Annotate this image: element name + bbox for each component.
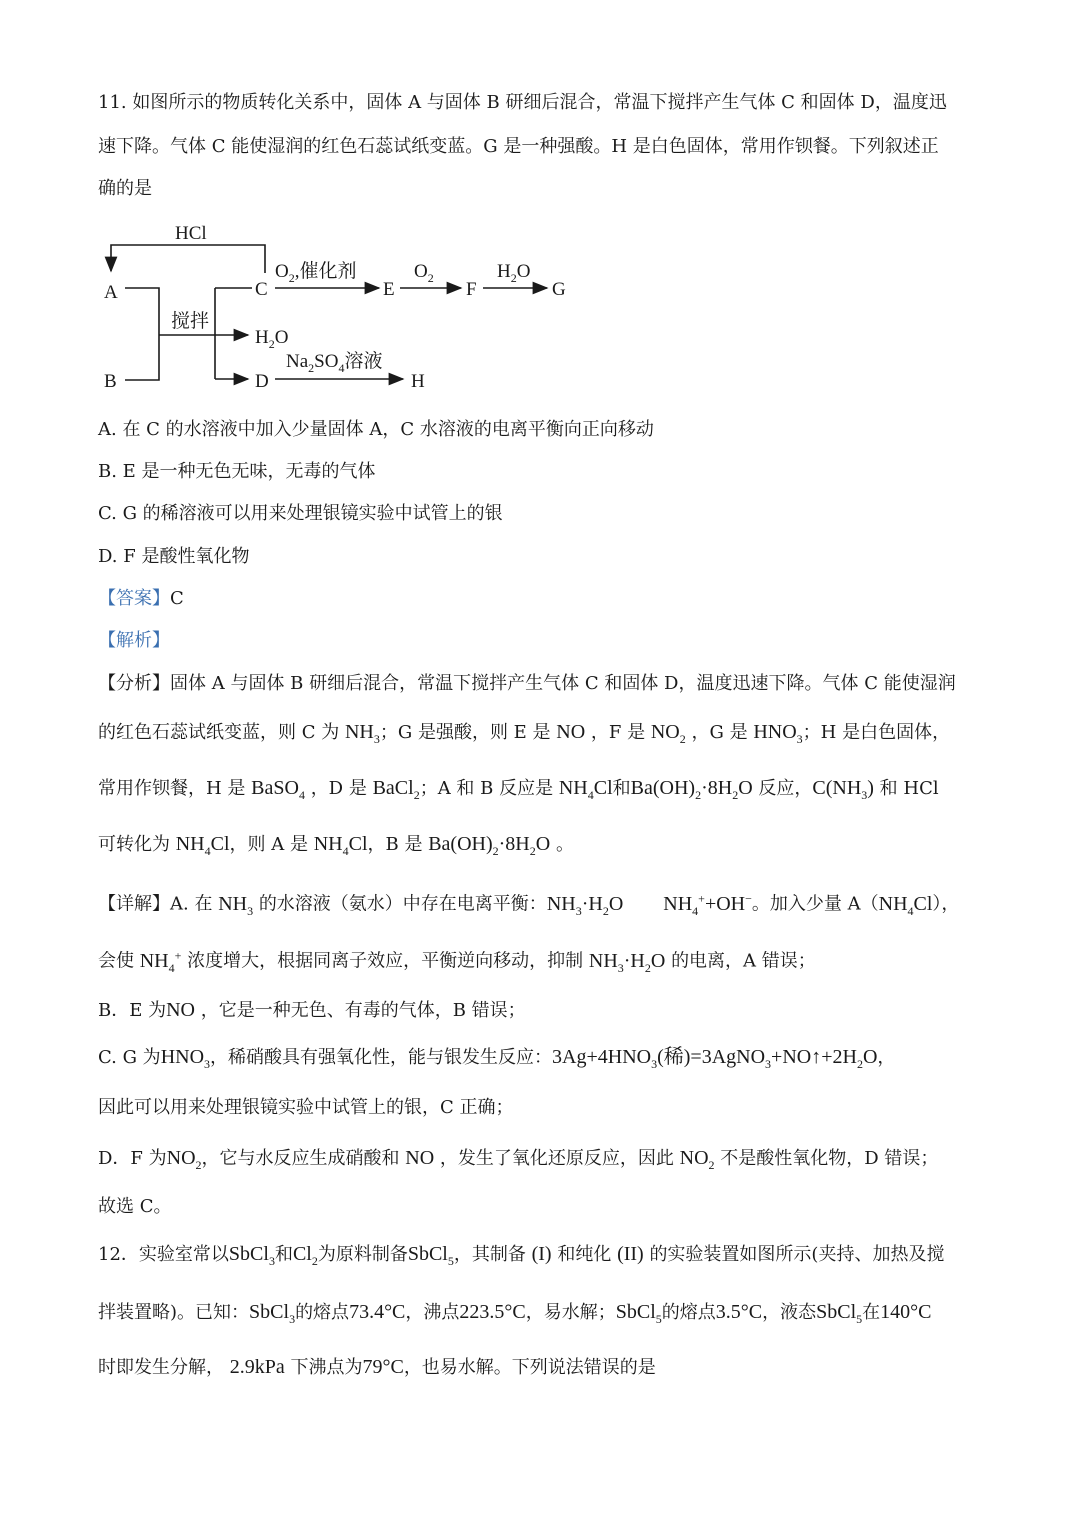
node-b: B — [104, 371, 117, 392]
a-to-stir-line — [125, 288, 159, 380]
node-f: F — [466, 279, 477, 300]
xiangjie-line-1: 【详解】A. 在 $NH_3$ 的水溶液（氨水）中存在电离平衡：$NH_3\cdot H_2O$ $NH_4^++OH^-$。加入少量 $A(NH_4Cl)$， — [98, 891, 960, 918]
xiangjie-label: 【详解】 — [98, 893, 170, 915]
option-d: D. F 是酸性氧化物 — [98, 546, 250, 567]
xiangjie-line-5: 因此可以用来处理银镜实验中试管上的银，C 正确； — [98, 1097, 514, 1118]
o2-label: $O_2$ — [414, 261, 434, 285]
node-a: A — [104, 282, 118, 303]
answer-label: 【答案】 — [98, 588, 170, 609]
xiangjie-line-2: 会使 $NH_4^+$ 浓度增大，根据同离子效应，平衡逆向移动，抑制 $NH_3\cdot H_2O$ 的电离，A 错误； — [98, 948, 816, 975]
q12-line-2: 拌装置略)。已知：SbCl$_3$的熔点73.4°C，沸点223.5°C，易水解；SbCl$_5$的熔点3.5°C，液态SbCl$_5$在140°C — [98, 1301, 932, 1326]
option-c: C. G 的稀溶液可以用来处理银镜实验中试管上的银 — [98, 503, 503, 524]
hcl-arrow — [111, 245, 265, 273]
node-c: C — [255, 279, 268, 300]
xiangjie-line-4: C. G 为$HNO_3$，稀硝酸具有强氧化性，能与银发生反应：$3Ag+4HNO_3$(稀)$=3AgNO_3+NO↑+2H_2O$， — [98, 1046, 896, 1071]
q11-stem-line-2: 速下降。气体 C 能使湿润的红色石蕊试纸变蓝。G 是一种强酸。H 是白色固体，常用作钡餐。下列叙述正 — [98, 136, 939, 157]
xiangjie-line-3: B．E 为NO ，它是一种无色、有毒的气体，B 错误； — [98, 999, 526, 1021]
fenxi-line-2: 的红色石蕊试纸变蓝，则 C 为 $NH_3$；G 是强酸，则 E 是 NO ，F 是 $NO_2$ ，G 是 $HNO_3$；H 是白色固体， — [98, 721, 951, 746]
node-d: D — [255, 371, 269, 392]
fenxi-line-3: 常用作钡餐，H 是 BaSO$_4$ ，D 是 BaCl$_2$；A 和 B 反应是 $NH_4Cl$和$Ba(OH)_2\cdot 8H_2O$ 反应，$C(NH_3)$ 和 HCl — [98, 777, 939, 802]
fenxi-line-1: 【分析】固体 A 与固体 B 研细后混合，常温下搅拌产生气体 C 和固体 D，温度迅速下降。气体 C 能使湿润 — [98, 673, 956, 694]
node-h: H — [411, 371, 425, 392]
answer-value: C — [170, 588, 184, 609]
conclusion: 故选 C。 — [98, 1196, 172, 1217]
reaction-diagram — [95, 215, 695, 415]
fenxi-line-4: 可转化为 $NH_4Cl$，则 A 是 $NH_4Cl$，B 是 $Ba(OH)_2\cdot 8H_2O$ 。 — [98, 833, 574, 858]
stir-label: 搅拌 — [171, 311, 210, 332]
node-g: G — [552, 279, 566, 300]
fenxi-label: 【分析】 — [98, 673, 170, 694]
q12-line-3: 时即发生分解， 2.9kPa 下沸点为79°C，也易水解。下列说法错误的是 — [98, 1356, 656, 1378]
o2-catalyst-label: $O_2$,催化剂 — [275, 261, 357, 285]
xiangjie-line-6: D．F 为$NO_2$，它与水反应生成硝酸和 NO ，发生了氧化还原反应，因此 $NO_2$ 不是酸性氧化物，D 错误； — [98, 1147, 939, 1172]
na2so4-label: $Na_2SO_4$溶液 — [286, 351, 383, 375]
h2o-label: $H_2O$ — [497, 261, 531, 285]
answer-line — [98, 590, 184, 608]
water-product: $H_2O$ — [255, 327, 289, 351]
node-e: E — [383, 279, 395, 300]
q11-stem-line-3: 确的是 — [98, 178, 152, 199]
q12-line-1: 12．实验室常以SbCl$_3$和$Cl_2$为原料制备SbCl$_5$，其制备 (I) 和纯化 (II) 的实验装置如图所示(夹持、加热及搅 — [98, 1243, 945, 1268]
option-b: B. E 是一种无色无味，无毒的气体 — [98, 461, 376, 482]
option-a: A. 在 C 的水溶液中加入少量固体 A，C 水溶液的电离平衡向正向移动 — [98, 419, 654, 440]
analysis-label: 【解析】 — [98, 630, 170, 651]
hcl-label: HCl — [175, 223, 207, 244]
q11-stem-line-1: 11. 如图所示的物质转化关系中，固体 A 与固体 B 研细后混合，常温下搅拌产生气体 C 和固体 D，温度迅 — [98, 92, 947, 113]
